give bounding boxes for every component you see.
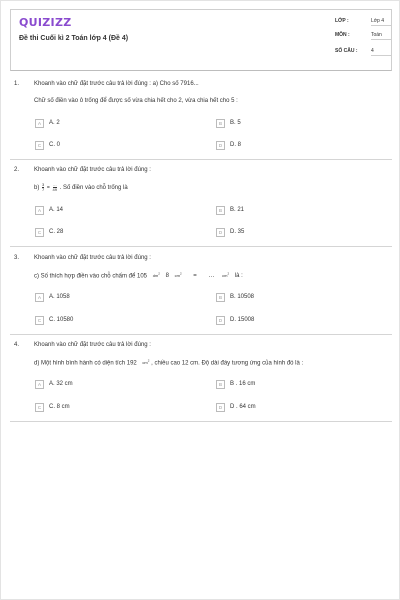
meta-label: SỐ CÂU : bbox=[335, 48, 358, 54]
question-text bbox=[34, 359, 303, 366]
unit-label bbox=[222, 273, 229, 278]
option-letter-box: C bbox=[35, 316, 44, 325]
meta-label: MÔN : bbox=[335, 32, 350, 38]
unit-exponent: 2 bbox=[158, 272, 160, 276]
quizizz-logo: QUIZIZZ bbox=[19, 16, 72, 29]
equals-sign: = bbox=[193, 273, 197, 280]
unit-text: cm bbox=[222, 273, 228, 279]
question-text bbox=[34, 272, 243, 279]
option-text: A. 1058 bbox=[49, 294, 70, 300]
meta-label: LỚP : bbox=[335, 18, 349, 24]
question-text-prefix: b) bbox=[34, 185, 40, 192]
option-letter-box: A bbox=[35, 206, 44, 215]
question-number: 4. bbox=[14, 342, 20, 348]
meta-row-subject bbox=[335, 32, 395, 42]
option-text: D. 35 bbox=[230, 229, 245, 235]
option-letter-box: B bbox=[216, 380, 225, 389]
unit-text: cm bbox=[174, 273, 180, 279]
option-letter-box: D bbox=[216, 316, 225, 325]
option-letter-box: D bbox=[216, 228, 225, 237]
option-text: B. 21 bbox=[230, 207, 245, 213]
fraction-denominator: 7 bbox=[42, 187, 45, 192]
question-text-part: 8 bbox=[165, 273, 169, 280]
option-text: B . 16 cm bbox=[230, 381, 256, 387]
option-letter-box: B bbox=[216, 119, 225, 128]
equals-sign: = bbox=[46, 185, 50, 192]
worksheet-header bbox=[10, 9, 392, 71]
unit-exponent: 2 bbox=[227, 272, 230, 276]
unit-exponent: 2 bbox=[147, 359, 150, 363]
question-prompt: Khoanh vào chữ đặt trước câu trả lời đúng : bbox=[34, 255, 151, 261]
question-divider bbox=[10, 246, 392, 247]
question-text-part: c) Số thích hợp điền vào chỗ chấm để 105 bbox=[34, 273, 148, 280]
fraction-right bbox=[53, 183, 57, 192]
question-text: Chữ số điền vào ô trống để được số vừa chia hết cho 2, vừa chia hết cho 5 : bbox=[34, 98, 238, 104]
question-text-part: là : bbox=[234, 273, 243, 280]
question-prompt: Khoanh vào chữ đặt trước câu trả lời đúng : bbox=[34, 167, 151, 173]
question-1 bbox=[14, 81, 388, 155]
option-text: C. 10580 bbox=[49, 317, 74, 323]
meta-row-class bbox=[335, 18, 395, 28]
option-letter-box: D bbox=[216, 403, 225, 412]
option-letter-box: A bbox=[35, 119, 44, 128]
unit-label bbox=[153, 273, 160, 278]
meta-value: Toán bbox=[371, 32, 391, 40]
option-letter-box: D bbox=[216, 141, 225, 150]
question-divider bbox=[10, 334, 392, 335]
unit-label bbox=[142, 360, 149, 365]
option-letter-box: B bbox=[216, 293, 225, 302]
option-text: D. 8 bbox=[230, 142, 242, 148]
worksheet-title: Đề thi Cuối kì 2 Toán lớp 4 (Đề 4) bbox=[19, 35, 129, 42]
option-letter-box: A bbox=[35, 293, 44, 302]
option-text: A. 14 bbox=[49, 207, 64, 213]
option-letter-box: C bbox=[35, 228, 44, 237]
question-divider bbox=[10, 421, 392, 422]
question-3 bbox=[14, 255, 388, 329]
question-number: 2. bbox=[14, 167, 20, 173]
question-divider bbox=[10, 159, 392, 160]
option-letter-box: C bbox=[35, 141, 44, 150]
option-text: D. 15008 bbox=[230, 317, 255, 323]
unit-text: dm bbox=[152, 273, 159, 279]
blank-placeholder: … bbox=[208, 273, 215, 280]
option-letter-box: A bbox=[35, 380, 44, 389]
question-4 bbox=[14, 342, 388, 416]
question-text-part: d) Một hình bình hành có diện tích 192 bbox=[34, 360, 137, 367]
question-prompt: Khoanh vào chữ đặt trước câu trả lời đúng : bbox=[34, 342, 151, 348]
question-number: 1. bbox=[14, 81, 20, 87]
option-text: C. 0 bbox=[49, 142, 61, 148]
question-2 bbox=[14, 167, 388, 241]
fraction-left bbox=[42, 183, 44, 192]
option-text: A. 32 cm bbox=[49, 381, 73, 387]
fraction-numerator: 3 bbox=[42, 182, 45, 187]
question-number: 3. bbox=[14, 255, 20, 261]
option-text: A. 2 bbox=[49, 120, 60, 126]
question-prompt: Khoanh vào chữ đặt trước câu trả lời đúng : a) Cho số 7916... bbox=[34, 81, 199, 87]
option-text: C. 28 bbox=[49, 229, 64, 235]
unit-text: cm bbox=[142, 360, 148, 366]
question-text-suffix: . Số điền vào chỗ trống là bbox=[59, 185, 128, 192]
question-text-part: , chiều cao 12 cm. Độ dài đáy tương ứng của hình đó là : bbox=[151, 360, 304, 367]
option-text: D . 64 cm bbox=[230, 404, 256, 410]
fraction-numerator: … bbox=[52, 182, 57, 187]
meta-row-count bbox=[335, 48, 395, 58]
option-text: B. 10508 bbox=[230, 294, 255, 300]
question-text bbox=[34, 183, 128, 192]
option-letter-box: C bbox=[35, 403, 44, 412]
option-text: B. 5 bbox=[230, 120, 241, 126]
meta-value: Lớp 4 bbox=[371, 18, 391, 26]
unit-exponent: 2 bbox=[179, 272, 182, 276]
option-text: C. 8 cm bbox=[49, 404, 70, 410]
option-letter-box: B bbox=[216, 206, 225, 215]
fraction-denominator: 49 bbox=[52, 187, 57, 192]
meta-value: 4 bbox=[371, 48, 391, 56]
unit-label bbox=[175, 273, 182, 278]
